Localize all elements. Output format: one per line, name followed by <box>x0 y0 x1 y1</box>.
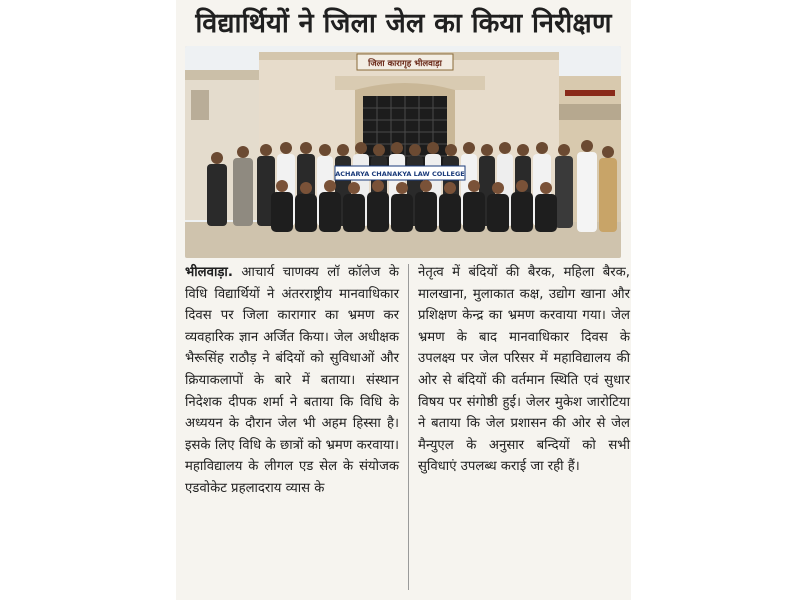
article-column-right <box>418 262 630 592</box>
building-sign-text: जिला कारागृह भीलवाड़ा <box>368 59 442 69</box>
column-left-text: आचार्य चाणक्य लॉ कॉलेज के विधि विद्यार्थियों ने अंतरराष्ट्रीय मानवाधिकार दिवस पर जिला कारागार का भ्रमण कर व्यवहारिक ज्ञान अर्जित किया। जेल अधीक्षक भैरूसिंह राठौड़ ने बंदियों को सुविधाओं और क्रियाकलापों के बारे में बताया। संस्थान निदेशक दीपक शर्मा ने बताया कि विधि के अध्ययन के दौरान जेल भी अहम हिस्सा है। इसके लिए विधि के छात्रों को भ्रमण करवाया। महाविद्यालय के लीगल एड सेल के संयोजक एडवोकेट प्रहलादराय व्यास के <box>185 265 399 496</box>
headline: विद्यार्थियों ने जिला जेल का किया निरीक्षण <box>195 8 612 39</box>
column-right-text: नेतृत्व में बंदियों की बैरक, महिला बैरक, मालखाना, मुलाकात कक्ष, उद्योग खाना और प्रशिक्षण केन्द्र का भ्रमण करवाया गया। जेल भ्रमण के बाद मानवाधिकार दिवस के उपलक्ष्य पर जेल परिसर में महाविद्यालय की ओर से बंदियों की वर्तमान स्थिति एवं सुधार विषय पर संगोष्ठी हुई। जेलर मुकेश जारोटिया ने बताया कि जेल प्रशासन की ओर से जेल मैन्युएल के अनुसार बन्दियों को सभी सुविधाएं उपलब्ध कराई जा रही हैं। <box>418 265 630 475</box>
college-banner-text: ACHARYA CHANAKYA LAW COLLEGE <box>335 170 465 178</box>
article-column-left <box>185 262 399 592</box>
dateline: भीलवाड़ा. <box>185 265 233 280</box>
group-photo <box>185 46 621 258</box>
column-divider <box>408 264 409 590</box>
